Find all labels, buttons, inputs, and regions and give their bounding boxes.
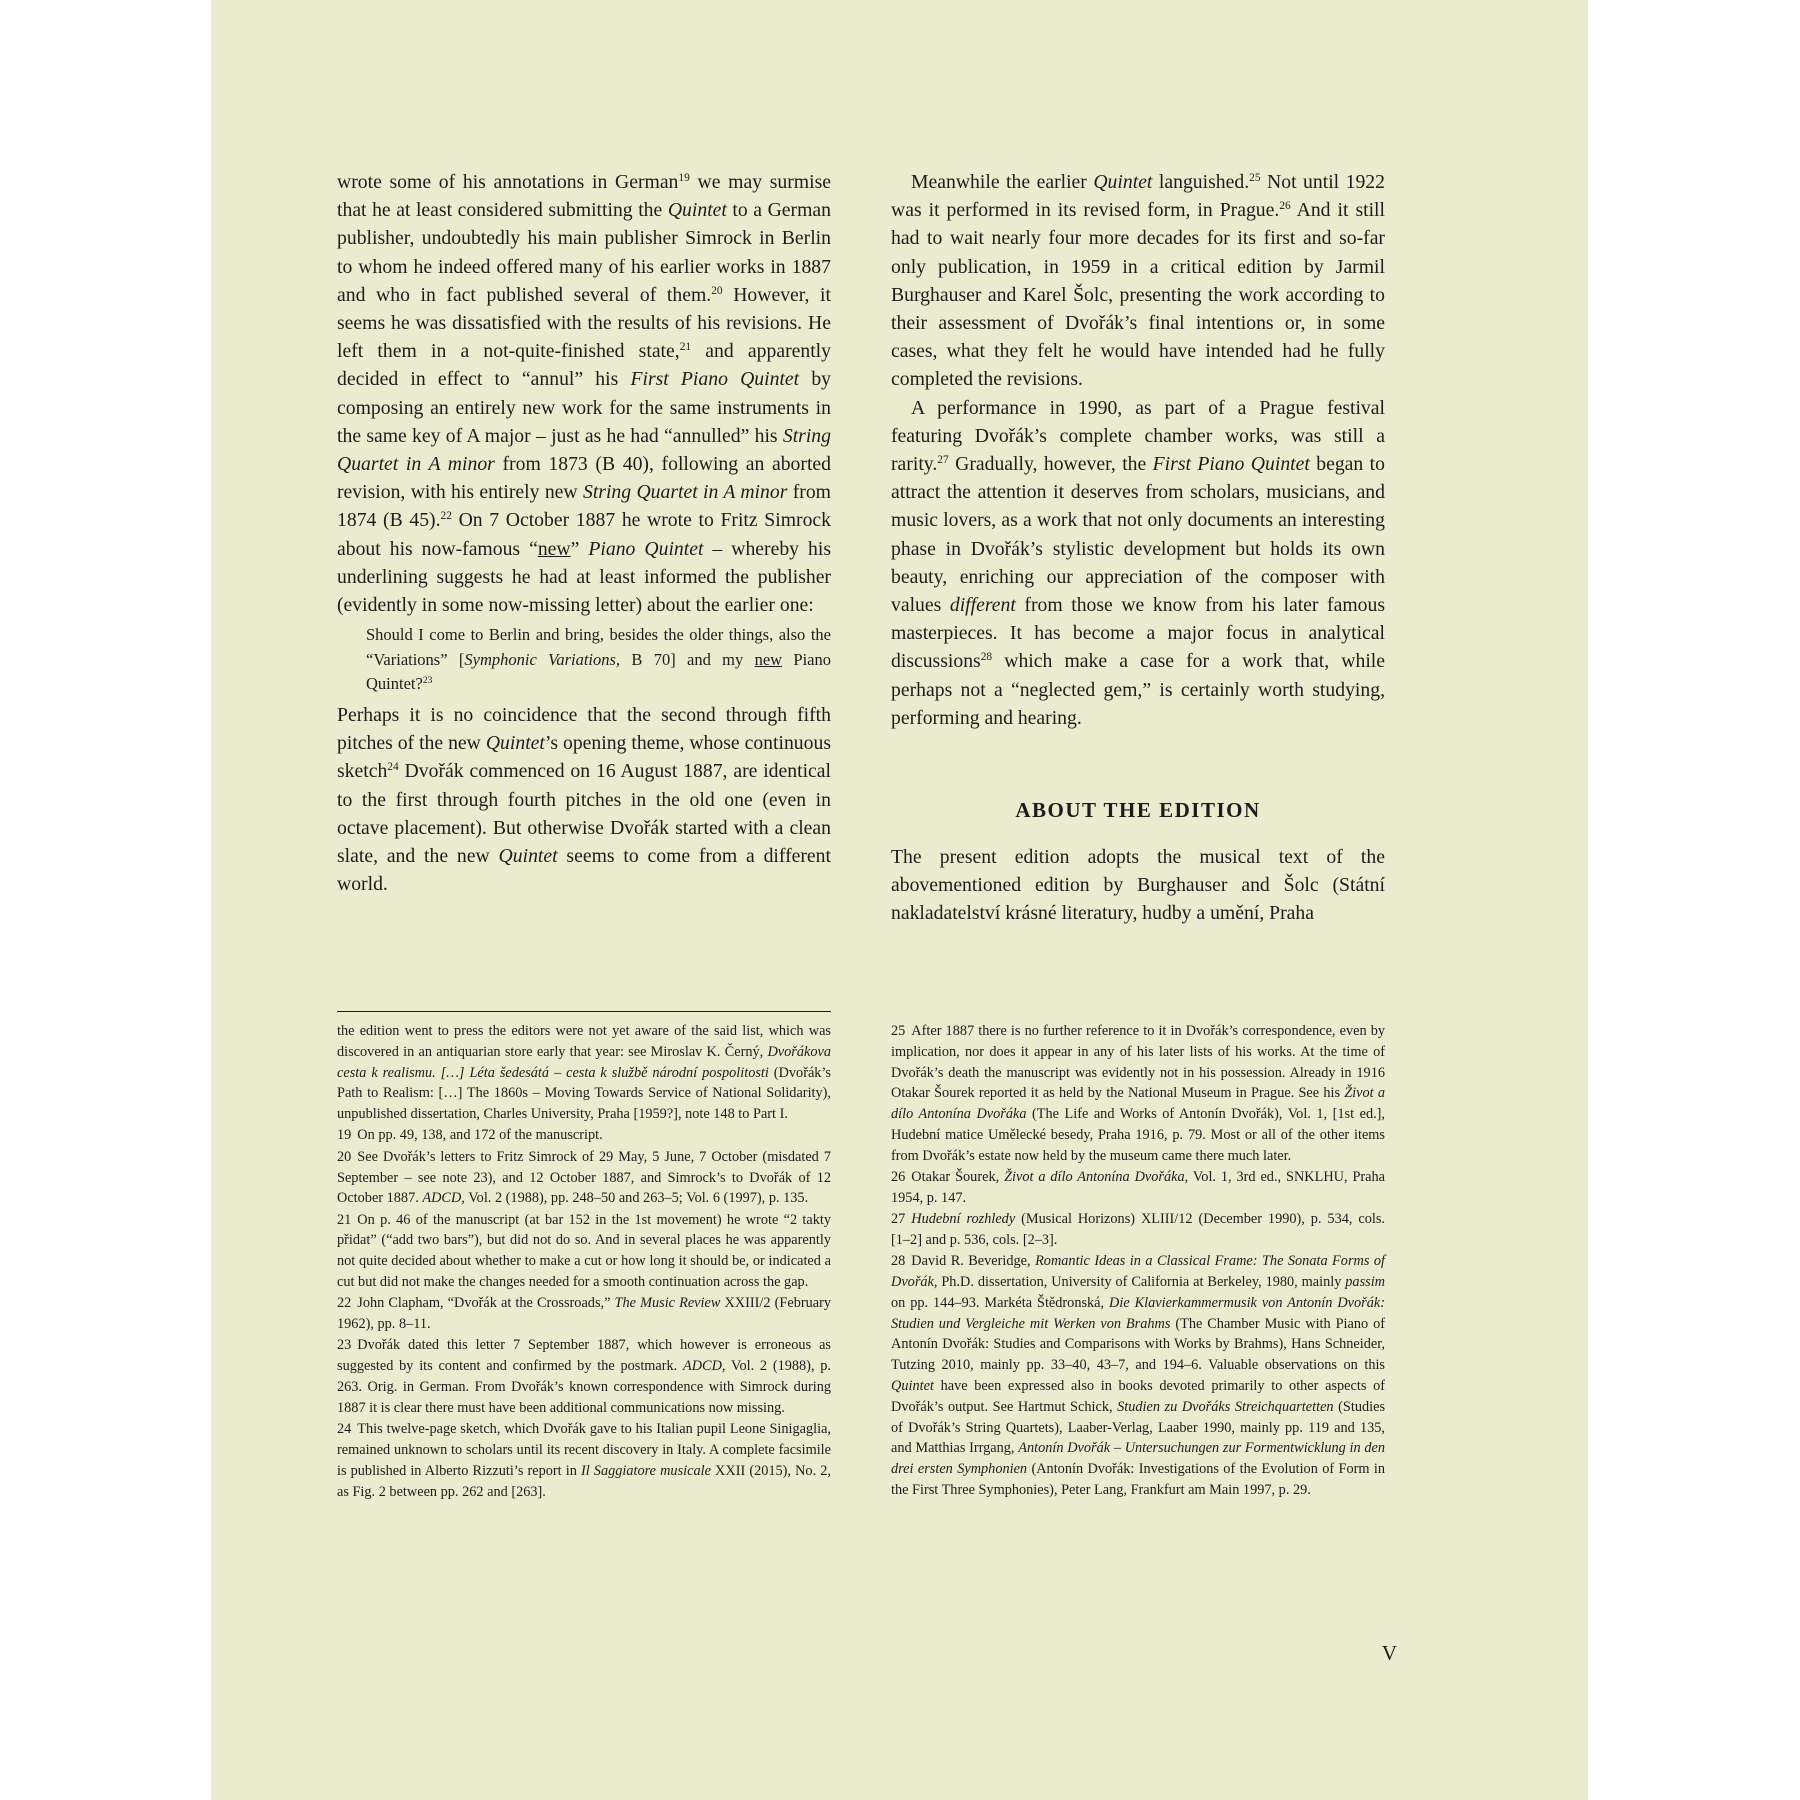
block-quote: Should I come to Berlin and bring, besides the older things, also the “Variations” [Symphonic Variations, B 70] and my new Piano Quintet?$^{23}$ [366, 625, 831, 694]
footnote: 26 Otakar Šourek, Život a dílo Antonína Dvořáka, Vol. 1, 3rd ed., SNKLHU, Praha 1954, p. 147. [891, 1169, 1385, 1206]
page-number: V [1381, 1641, 1397, 1665]
footnote-ref: 23 [422, 675, 433, 687]
footnote-ref: 20 [711, 284, 723, 297]
footnotes-left [337, 1021, 831, 1503]
left-column [337, 168, 831, 898]
footnotes-right [891, 1021, 1385, 1501]
footnote: 19 On pp. 49, 138, and 172 of the manuscript. [337, 1127, 603, 1144]
footnote-ref: 26 [1279, 200, 1291, 213]
footnote-continuation: the edition went to press the editors were not yet aware of the said list, which was discovered in an antiquarian store early that year: see Miroslav K. Černý, Dvořákova cesta k realismu. […] Léta šedesátá – cesta k službě národní pospolitosti (Dvořák’s Path to Realism: […] The 1860s – Moving Towards Service of National Solidarity), unpublished dissertation, Charles University, Praha [1959?], note 148 to Part I. [337, 1023, 831, 1123]
footnote: 20 See Dvořák’s letters to Fritz Simrock of 29 May, 5 June, 7 October (misdated 7 September – see note 23), and 12 October 1887, and Simrock’s to Dvořák of 12 October 1887. ADCD, Vol. 2 (1988), pp. 248–50 and 263–5; Vol. 6 (1997), p. 135. [337, 1148, 831, 1207]
footnote: 25 After 1887 there is no further reference to it in Dvořák’s correspondence, even by implication, nor does it appear in any of his later lists of his works. At the time of Dvořák’s death the manuscript was evidently not in his possession. Already in 1916 Otakar Šourek reported it as held by the National Museum in Prague. See his Život a dílo Antonína Dvořáka (The Life and Works of Antonín Dvořák), Vol. 1, [1st ed.], Hudební matice Umělecké besedy, Praha 1916, p. 79. Most or all of the other items from Dvořák’s estate now held by the museum came there much later. [891, 1023, 1386, 1164]
footnote: 23 Dvořák dated this letter 7 September 1887, which however is erroneous as suggested by its content and confirmed by the postmark. ADCD, Vol. 2 (1988), p. 263. Orig. in German. From Dvořák’s known correspondence with Simrock during 1887 it is clear there must have been additional communications now missing. [337, 1337, 831, 1416]
footnote-ref: 19 [678, 171, 690, 184]
footnote: 21 On p. 46 of the manuscript (at bar 152 in the 1st movement) he wrote “2 takty přidat” (“add two bars”), but did not do so. And in several places he was apparently not quite decided about whether to make a cut or how long it should be, or indicated a cut but did not make the changes needed for a smooth continuation across the gap. [337, 1211, 831, 1291]
footnote-divider [337, 1011, 831, 1012]
footnote: 22 John Clapham, “Dvořák at the Crossroads,” The Music Review XXIII/2 (February 1962), pp. 8–11. [337, 1295, 832, 1333]
paragraph: Meanwhile the earlier Quintet languished.$^{25}$ Not until 1922 was it performed in its revised form, in Prague.$^{26}$ And it still had to wait nearly four more decades for its first and so-far only publication, in 1959 in a critical edition by Jarmil Burghauser and Karel Šolc, presenting the work according to their assessment of Dvořák’s final intentions or, in some cases, what they felt he would have intended had he fully completed the revisions. [891, 171, 1385, 391]
paragraph: wrote some of his annotations in German$^{19}$ we may surmise that he at least considered submitting the Quintet to a German publisher, undoubtedly his main publisher Simrock in Berlin to whom he indeed offered many of his earlier works in 1887 and who in fact published several of them.$^{20}$ However, it seems he was dissatisfied with the results of his revisions. He left them in a not-quite-finished state,$^{21}$ and apparently decided in effect to “annul” his First Piano Quintet by composing an entirely new work for the same instruments in the same key of A major – just as he had “annulled” his String Quartet in A minor from 1873 (B 40), following an aborted revision, with his entirely new String Quartet in A minor from 1874 (B 45).$^{22}$ On 7 October 1887 he wrote to Fritz Simrock about his now-famous “new” Piano Quintet – whereby his underlining suggests he had at least informed the publisher (evidently in some now-missing letter) about the earlier one: [337, 171, 832, 617]
paragraph: The present edition adopts the musical text of the abovementioned edition by Burghauser and Šolc (Státní nakladatelství krásné literatury, hudby a umění, Praha [891, 846, 1385, 925]
right-column [891, 168, 1385, 928]
paragraph: A performance in 1990, as part of a Prague festival featuring Dvořák’s complete chamber works, was still a rarity.$^{27}$ Gradually, however, the First Piano Quintet began to attract the attention it deserves from scholars, musicians, and music lovers, as a work that not only documents an interesting phase in Dvořák’s stylistic development but holds its own beauty, enriching our appreciation of the composer with values different from those we know from his later famous masterpieces. It has become a major focus in analytical discussions$^{28}$ which make a case for a work that, while perhaps not a “neglected gem,” is certainly worth studying, performing and hearing. [891, 396, 1385, 729]
footnote-ref: 21 [679, 341, 692, 354]
footnote-ref: 25 [1249, 171, 1261, 184]
book-page [211, 0, 1588, 1800]
footnote-ref: 22 [440, 510, 452, 523]
footnote: 27 Hudební rozhledy (Musical Horizons) XLIII/12 (December 1990), p. 534, cols. [1–2] and p. 536, cols. [2–3]. [891, 1211, 1385, 1248]
footnote-ref: 28 [980, 651, 993, 664]
footnote: 28 David R. Beveridge, Romantic Ideas in a Classical Frame: The Sonata Forms of Dvořák, Ph.D. dissertation, University of California at Berkeley, 1980, mainly passim on pp. 144–93. Markéta Štědronská, Die Klavierkammermusik von Antonín Dvořák: Studien und Vergleiche mit Werken von Brahms (The Chamber Music with Piano of Antonín Dvořák: Studies and Comparisons with Works by Brahms), Hans Schneider, Tutzing 2010, mainly pp. 33–40, 43–7, and 194–6. Valuable observations on this Quintet have been expressed also in books devoted primarily to other aspects of Dvořák’s output. See Hartmut Schick, Studien zu Dvořáks Streichquartetten (Studies of Dvořák’s String Quartets), Laaber-Verlag, Laaber 1990, mainly pp. 119 and 135, and Matthias Irrgang, Antonín Dvořák – Untersuchungen zur Formentwicklung in den drei ersten Symphonien (Antonín Dvořák: Investigations of the Evolution of Form in the First Three Symphonies), Peter Lang, Frankfurt am Main 1997, p. 29. [891, 1253, 1386, 1499]
footnote: 24 This twelve-page sketch, which Dvořák gave to his Italian pupil Leone Sinigaglia, remained unknown to scholars until its recent discovery in Italy. A complete facsimile is published in Alberto Rizzuti’s report in Il Saggiatore musicale XXII (2015), No. 2, as Fig. 2 between pp. 262 and [263]. [337, 1421, 831, 1500]
footnote-ref: 24 [387, 761, 399, 774]
footnote-ref: 27 [937, 453, 949, 466]
section-heading: ABOUT THE EDITION [1015, 798, 1261, 823]
paragraph: Perhaps it is no coincidence that the second through fifth pitches of the new Quintet’s opening theme, whose continuous sketch$^{24}$ Dvořák commenced on 16 August 1887, are identical to the first through fourth pitches in the old one (even in octave placement). But otherwise Dvořák started with a clean slate, and the new Quintet seems to come from a different world. [337, 704, 831, 896]
